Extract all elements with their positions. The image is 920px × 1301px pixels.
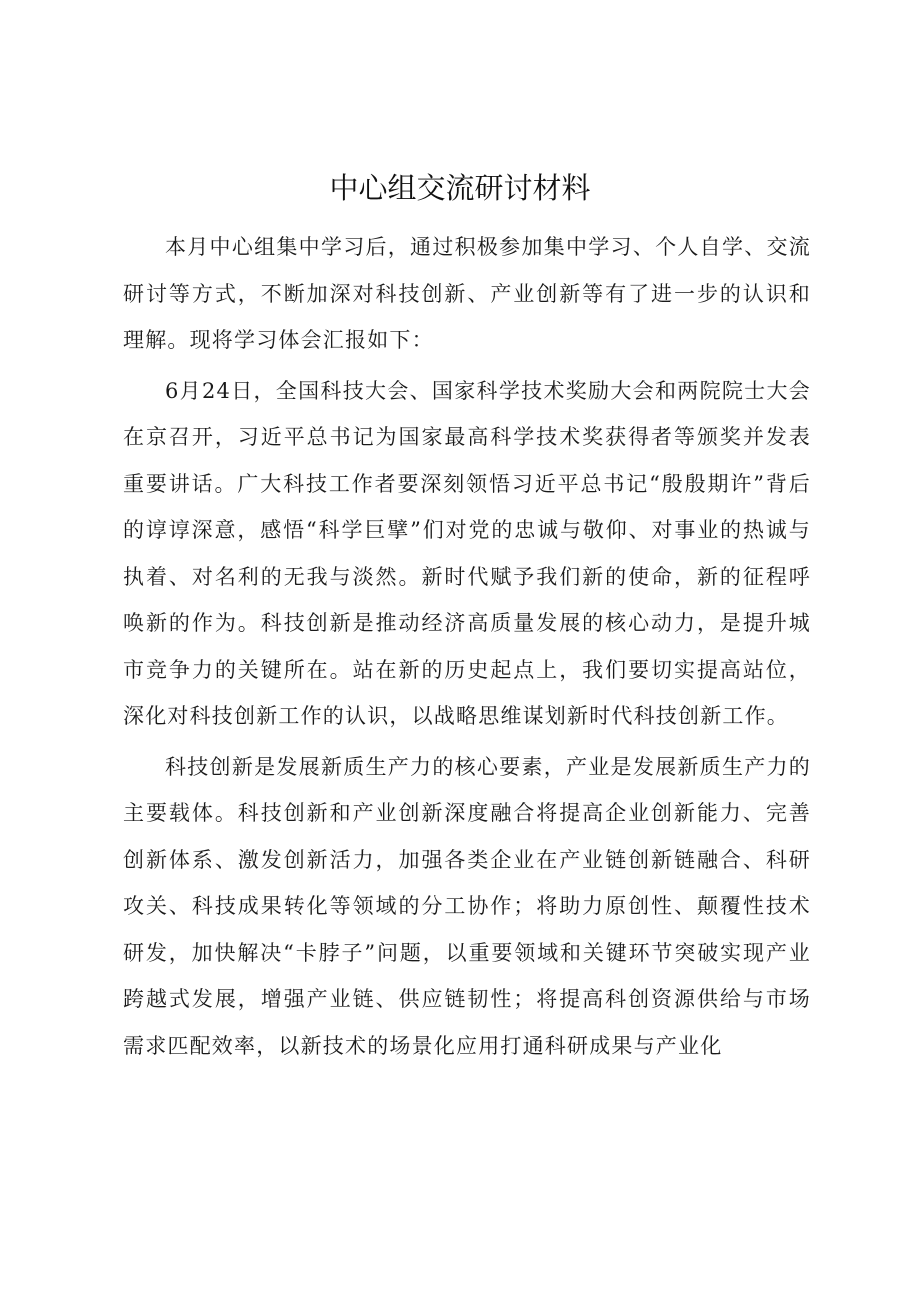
document-title: 中心组交流研讨材料	[329, 171, 591, 205]
paragraph-intro: 本月中心组集中学习后，通过积极参加集中学习、个人自学、交流研讨等方式，不断加深对科技创新、产业创新等有了进一步的认识和理解。现将学习体会汇报如下：	[123, 235, 811, 352]
paragraph-innovation: 科技创新是发展新质生产力的核心要素，产业是发展新质生产力的主要载体。科技创新和产业创新深度融合将提高企业创新能力、完善创新体系、激发创新活力，加强各类企业在产业链创新链融合、科研攻关、科技成果转化等领域的分工协作；将助力原创性、颠覆性技术研发，加快解决“卡脖子”问题，以重要领域和关键环节突破实现产业跨越式发展，增强产业链、供应链韧性；将提高科创资源供给与市场需求匹配效率，以新技术的场景化应用打通科研成果与产业化	[123, 754, 811, 1058]
document-body	[123, 224, 811, 1069]
paragraph-conference: 6月24日，全国科技大会、国家科学技术奖励大会和两院院士大会在京召开，习近平总书记为国家最高科学技术奖获得者等颁奖并发表重要讲话。广大科技工作者要深刻领悟习近平总书记“殷殷期许”背后的谆谆深意，感悟“科学巨擘”们对党的忠诚与敬仰、对事业的热诚与执着、对名利的无我与淡然。新时代赋予我们新的使命，新的征程呼唤新的作为。科技创新是推动经济高质量发展的核心动力，是提升城市竞争力的关键所在。站在新的历史起点上，我们要切实提高站位，深化对科技创新工作的认识，以战略思维谋划新时代科技创新工作。	[123, 378, 811, 728]
